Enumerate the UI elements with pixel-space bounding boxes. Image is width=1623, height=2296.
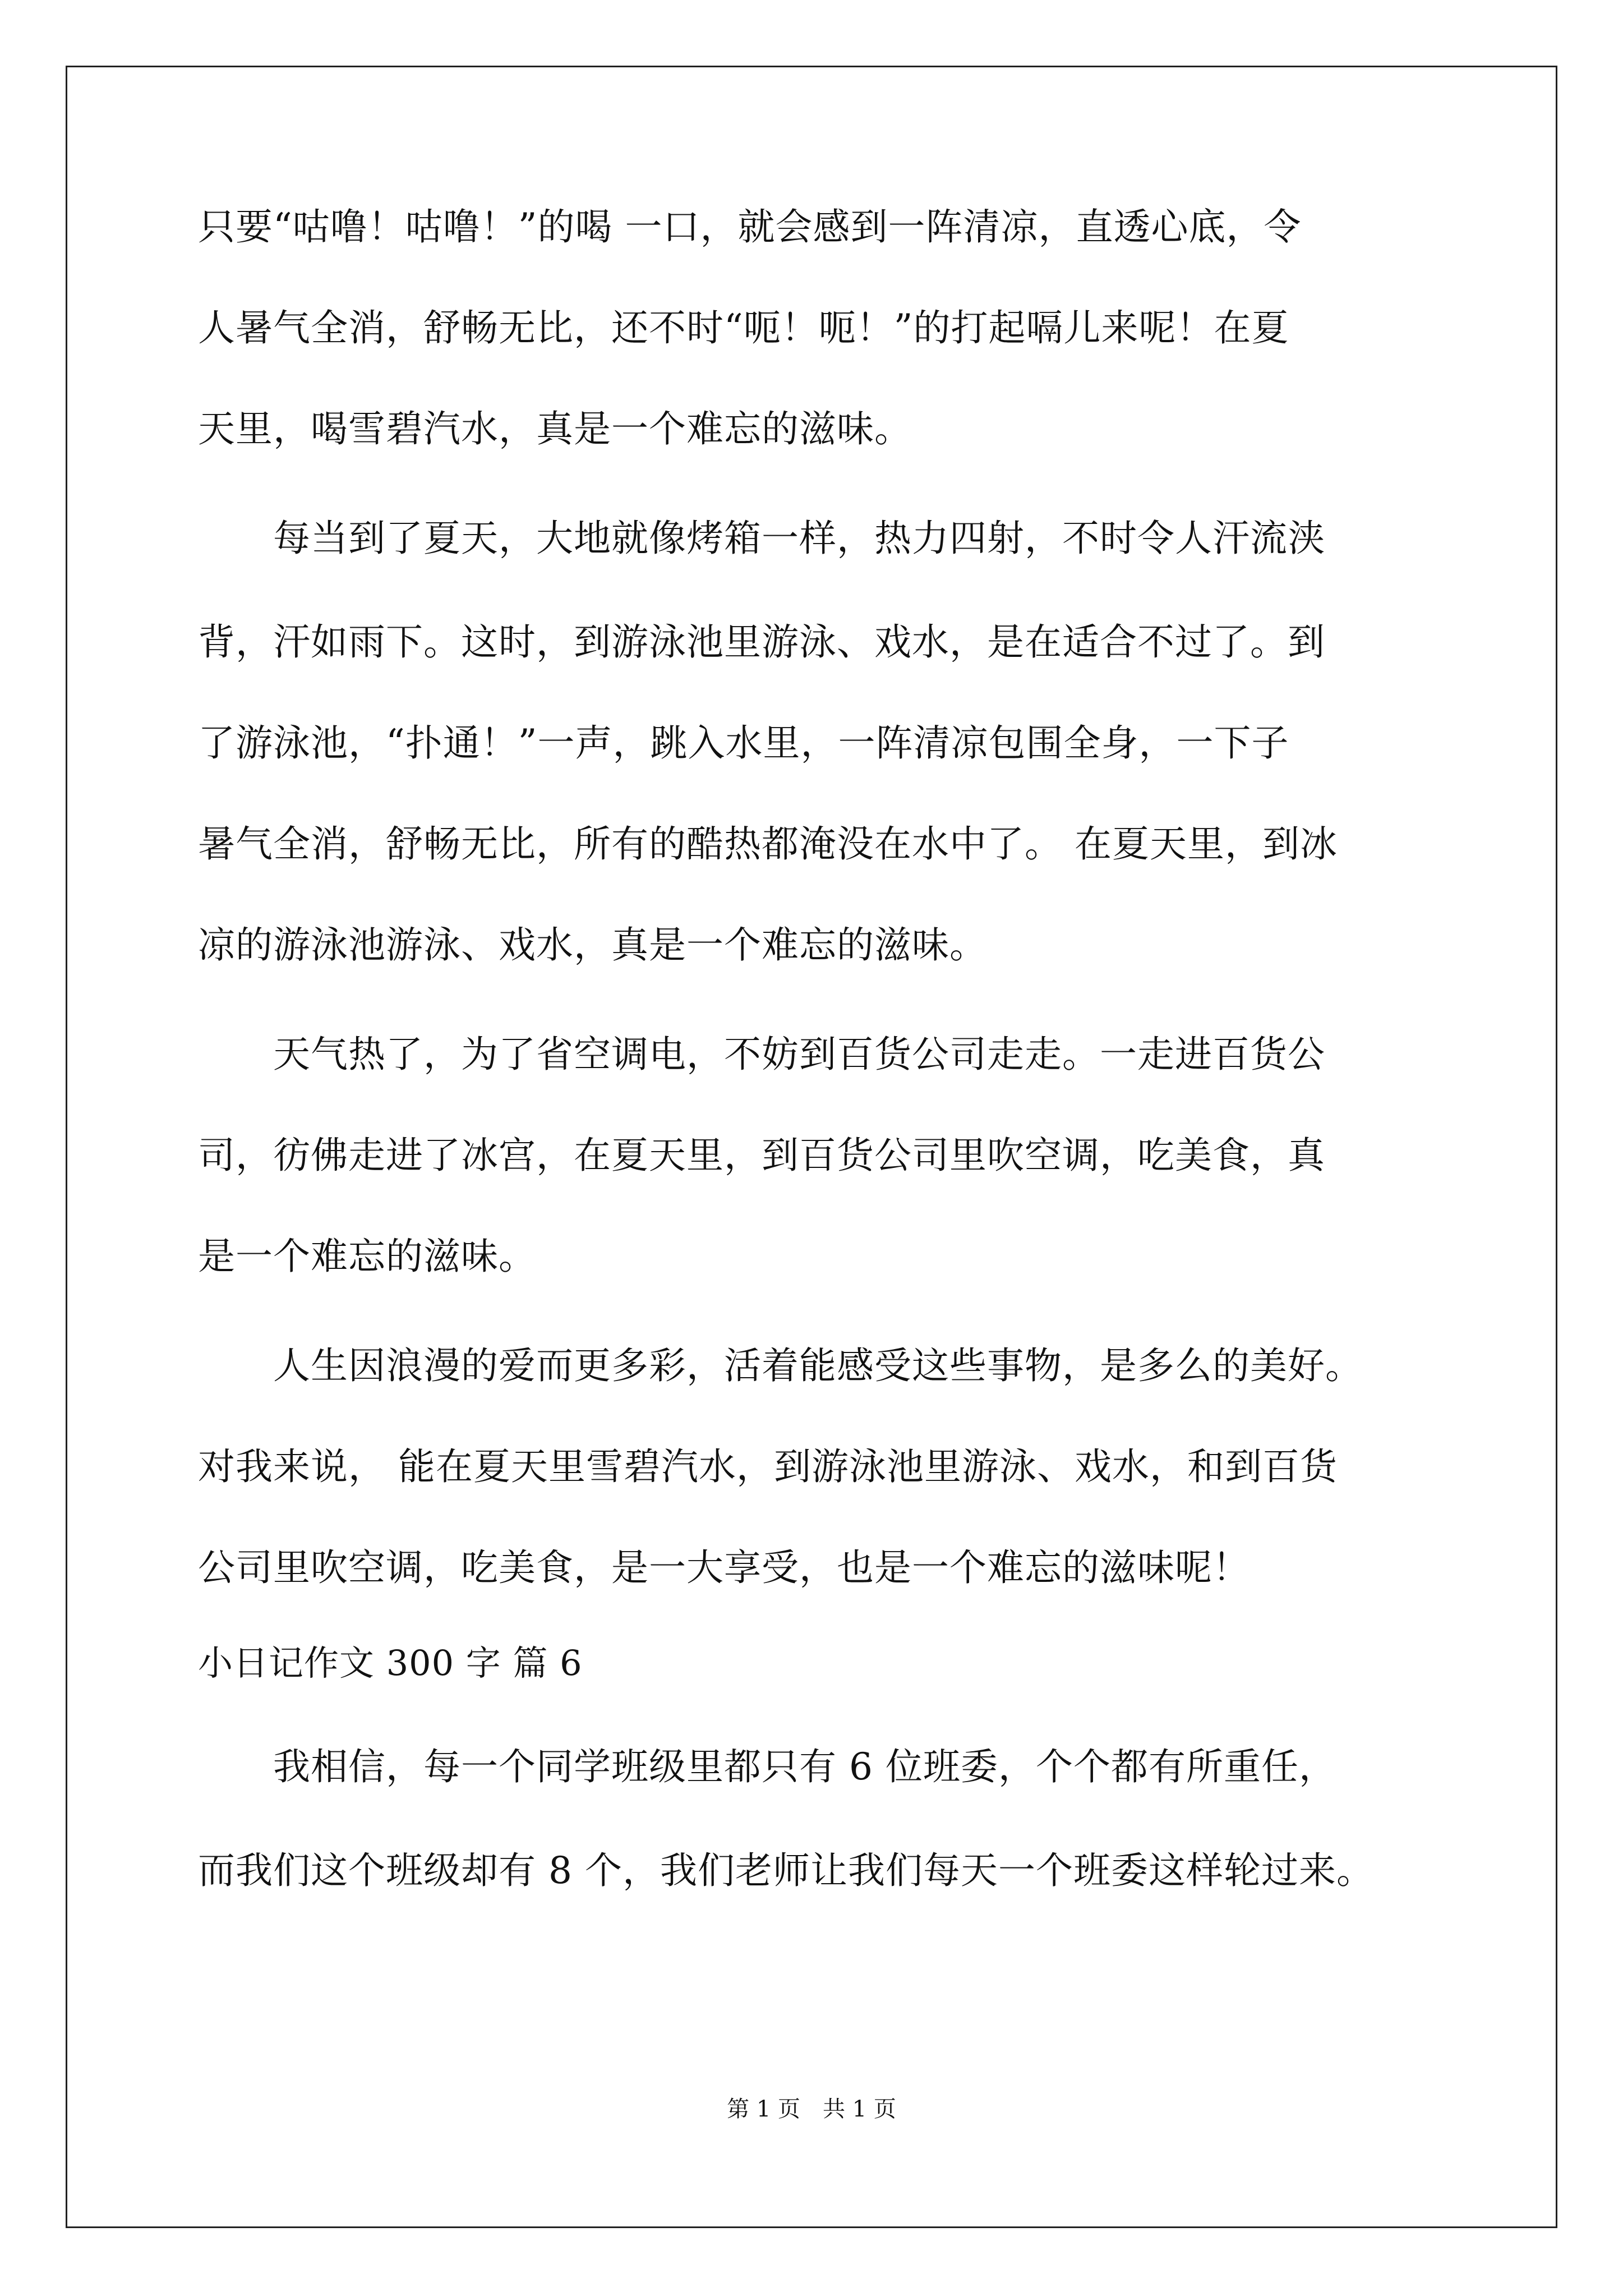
- section-heading: 小日记作文 300 字 篇 6: [198, 1642, 583, 1683]
- text-line: 是一个难忘的滋味。: [198, 1235, 536, 1278]
- text-line: 公司里吹空调，吃美食，是一大享受，也是一个难忘的滋味呢！: [198, 1546, 1250, 1589]
- paragraph-first-line: 天气热了，为了省空调电，不妨到百货公司走走。一走进百货公: [198, 1033, 1325, 1076]
- text-line: 天里，喝雪碧汽水，真是一个难忘的滋味。: [198, 407, 912, 450]
- page-number-footer: 第 1 页 共 1 页: [727, 2096, 896, 2122]
- text-line: 了游泳池，“扑通！”一声，跳入水里，一阵清凉包围全身，一下子: [198, 721, 1289, 765]
- text-line: 而我们这个班级却有 8 个，我们老师让我们每天一个班委这样轮过来。: [198, 1849, 1374, 1892]
- text-line: 背，汗如雨下。这时，到游泳池里游泳、戏水，是在适合不过了。到: [198, 620, 1325, 664]
- text-line: 对我来说， 能在夏天里雪碧汽水，到游泳池里游泳、戏水，和到百货: [198, 1445, 1338, 1488]
- paragraph-first-line: 每当到了夏天，大地就像烤箱一样，热力四射，不时令人汗流浃: [198, 517, 1325, 560]
- text-line: 人暑气全消，舒畅无比，还不时“呃！呃！”的打起嗝儿来呢！在夏: [198, 306, 1289, 349]
- text-line: 只要“咕噜！咕噜！”的喝 一口，就会感到一阵清凉，直透心底，令: [198, 205, 1302, 249]
- text-line: 司，彷佛走进了冰宫，在夏天里，到百货公司里吹空调，吃美食，真: [198, 1134, 1325, 1177]
- text-line: 凉的游泳池游泳、戏水，真是一个难忘的滋味。: [198, 923, 987, 967]
- paragraph-first-line: 人生因浪漫的爱而更多彩，活着能感受这些事物，是多么的美好。: [198, 1344, 1363, 1387]
- paragraph-first-line: 我相信，每一个同学班级里都只有 6 位班委，个个都有所重任，: [198, 1745, 1336, 1788]
- text-line: 暑气全消，舒畅无比，所有的酷热都淹没在水中了。 在夏天里，到冰: [198, 822, 1338, 866]
